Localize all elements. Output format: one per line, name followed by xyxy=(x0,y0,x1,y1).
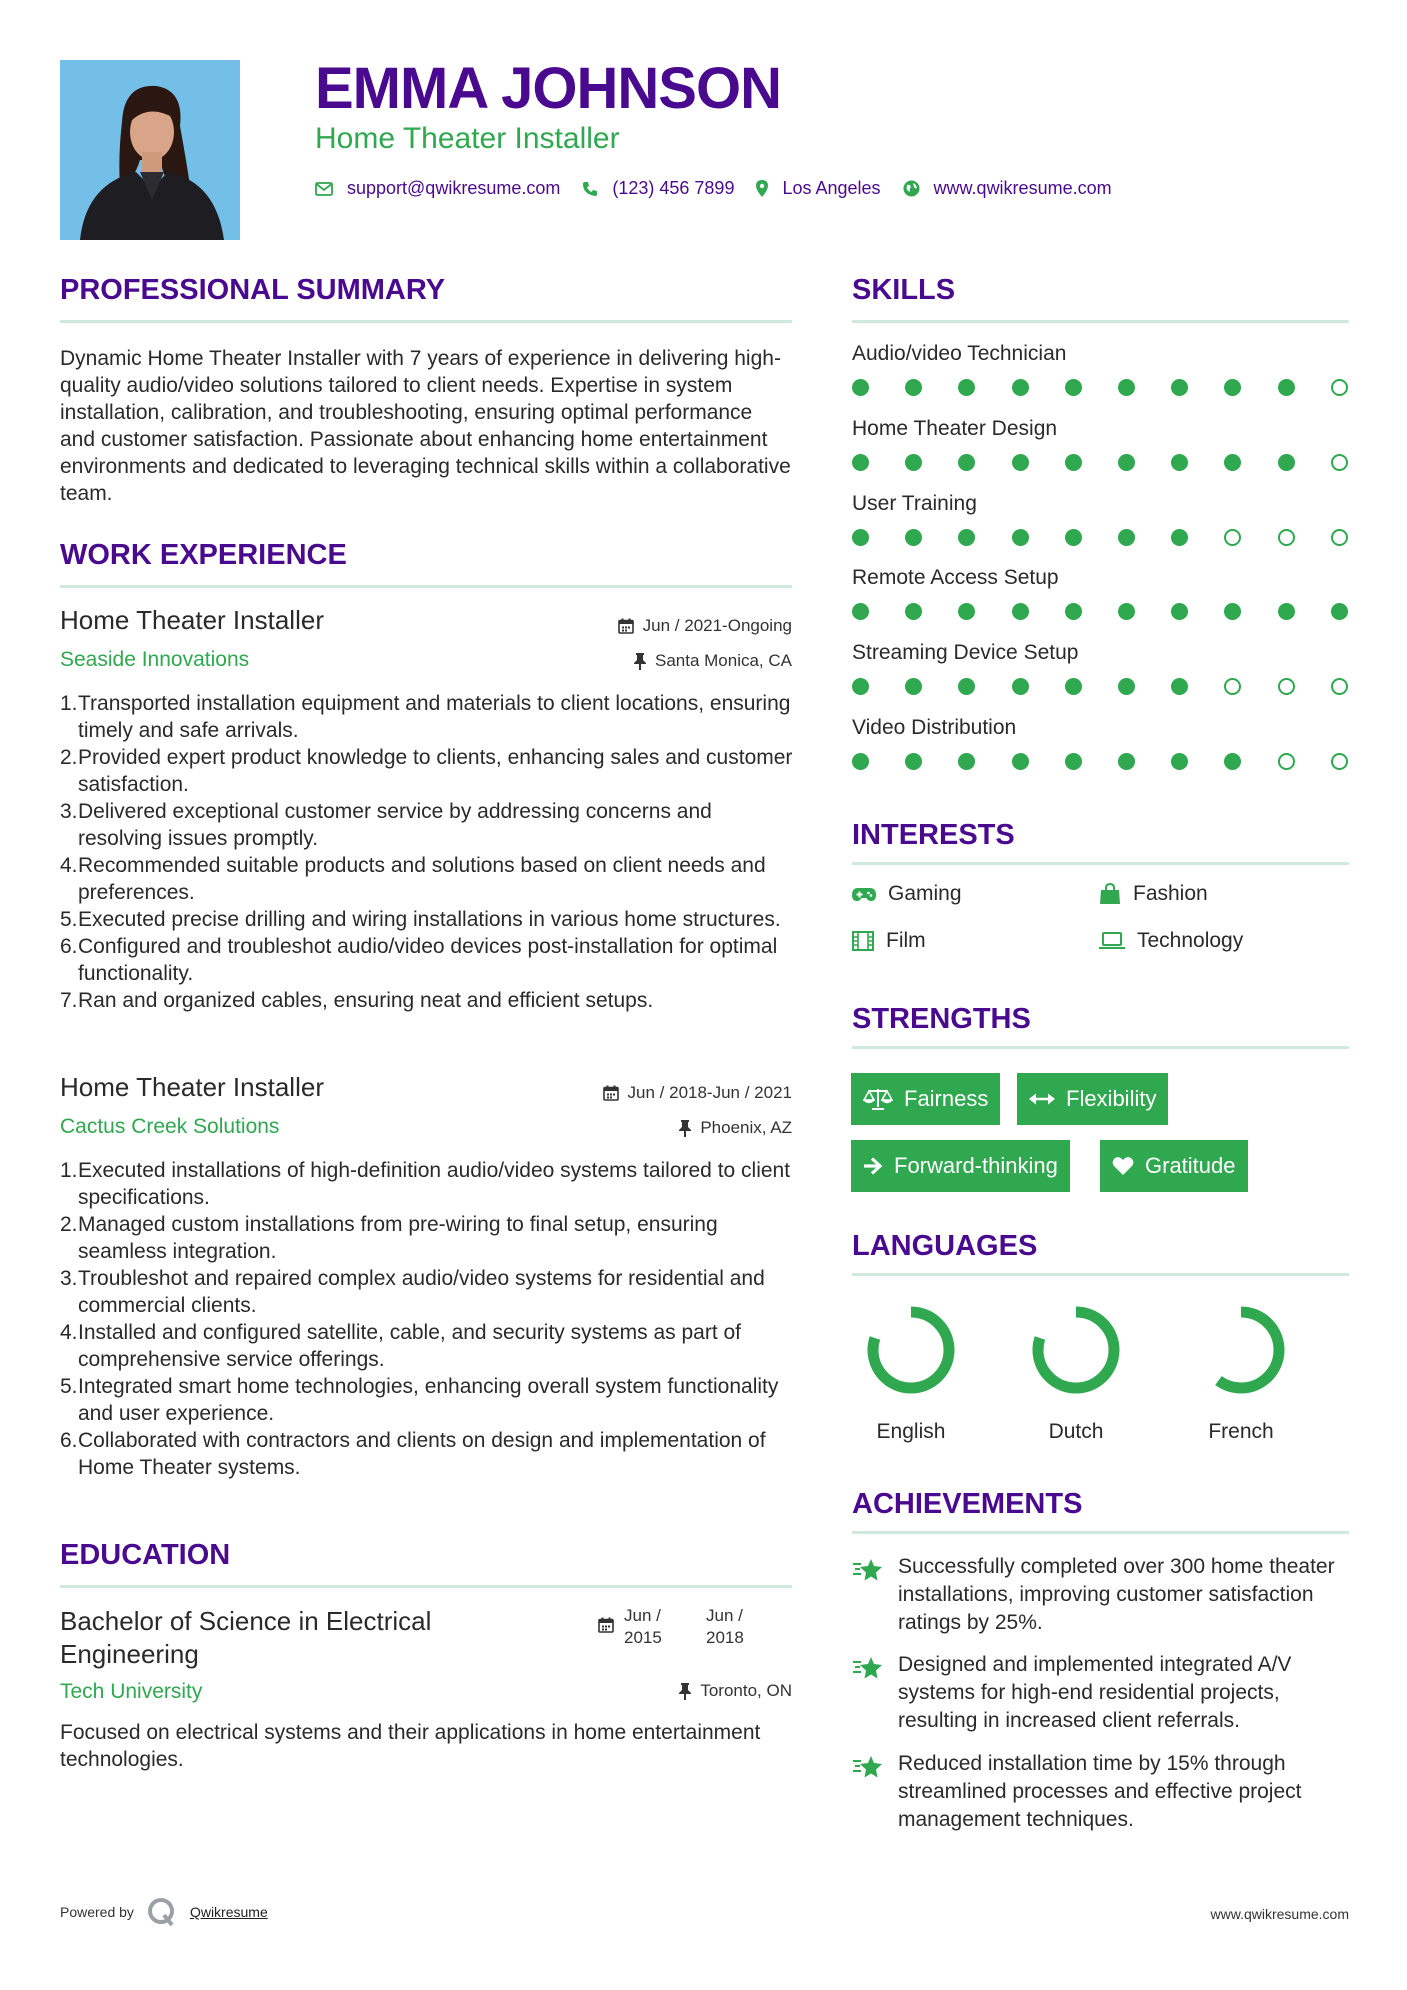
skill-dot-empty xyxy=(1278,753,1295,770)
job-location-text: Santa Monica, CA xyxy=(654,651,792,670)
skill-rating xyxy=(852,753,1352,770)
pushpin-icon xyxy=(634,653,646,670)
interest-label: Gaming xyxy=(888,882,962,905)
skill-row xyxy=(852,566,1352,620)
strength-tag xyxy=(1100,1140,1248,1192)
contact-email[interactable] xyxy=(315,178,560,199)
skill-dot-filled xyxy=(905,678,922,695)
language-proficiency-ring xyxy=(1191,1300,1291,1400)
list-item: 5. Executed precise drilling and wiring installations in various home structures. xyxy=(60,908,781,931)
skill-dot-filled xyxy=(1171,678,1188,695)
skill-dot-filled xyxy=(1224,603,1241,620)
skill-row xyxy=(852,342,1352,396)
balance-scale-icon xyxy=(863,1088,893,1110)
contact-phone[interactable] xyxy=(582,178,734,199)
summary-text: Dynamic Home Theater Installer with 7 years of experience in delivering high-quality audio/video solutions tailored to client needs. Expertise in system installation, calibration, and troubleshooting, ensuring optimal performance and customer satisfaction. Passionate about enhancing home entertainment environments and dedicated to leveraging technical skills within a collaborative team. xyxy=(60,347,791,505)
skill-dot-filled xyxy=(1171,753,1188,770)
skill-dot-filled xyxy=(1224,753,1241,770)
skill-name: Streaming Device Setup xyxy=(852,641,1079,664)
list-item: 3. Troubleshot and repaired complex audio/video systems for residential and commercial clients. xyxy=(60,1267,765,1317)
achievement-text: Designed and implemented integrated A/V systems for high-end residential projects, resulting in increased client referrals. xyxy=(898,1653,1292,1732)
section-heading-summary: PROFESSIONAL SUMMARY xyxy=(60,274,446,306)
section-divider xyxy=(60,585,792,588)
list-item: 3. Delivered exceptional customer service by addressing concerns and resolving issues promptly. xyxy=(60,800,712,850)
section-divider xyxy=(852,1046,1349,1049)
strength-tag xyxy=(851,1140,1070,1192)
skill-dot-filled xyxy=(852,454,869,471)
award-star-icon xyxy=(852,1655,884,1681)
shopping-bag-icon xyxy=(1099,883,1121,905)
skill-dot-filled xyxy=(958,678,975,695)
skill-dot-filled xyxy=(905,753,922,770)
skill-dot-filled xyxy=(1012,454,1029,471)
candidate-title: Home Theater Installer xyxy=(315,122,620,155)
skill-dot-empty xyxy=(1331,529,1348,546)
skill-dot-filled xyxy=(1224,379,1241,396)
job-bullets xyxy=(60,1157,800,1481)
phone-icon xyxy=(582,181,598,197)
skill-rating xyxy=(852,379,1352,396)
skill-row xyxy=(852,492,1352,546)
job-dates xyxy=(603,1083,792,1103)
skill-dot-filled xyxy=(852,603,869,620)
job-bullets xyxy=(60,690,800,1014)
skill-dot-filled xyxy=(905,454,922,471)
section-heading-achievements: ACHIEVEMENTS xyxy=(852,1488,1083,1520)
list-item: 7. Ran and organized cables, ensuring neat and efficient setups. xyxy=(60,989,654,1012)
skill-dot-filled xyxy=(1118,454,1135,471)
skill-dot-filled xyxy=(958,603,975,620)
skill-dot-filled xyxy=(1012,379,1029,396)
education-start-date: Jun / 2015 xyxy=(624,1606,662,1647)
contact-website[interactable] xyxy=(903,178,1112,199)
job-dates-text: Jun / 2018-Jun / 2021 xyxy=(627,1083,792,1102)
contact-location xyxy=(756,178,880,199)
skill-dot-empty xyxy=(1331,379,1348,396)
skill-dot-filled xyxy=(1224,454,1241,471)
interest-item xyxy=(1099,882,1208,906)
skill-dot-empty xyxy=(1224,678,1241,695)
section-divider xyxy=(852,1273,1349,1276)
list-item: 6. Collaborated with contractors and clients on design and implementation of Home Theater systems. xyxy=(60,1429,766,1479)
language-item xyxy=(1176,1300,1306,1444)
laptop-icon xyxy=(1099,932,1125,950)
job-title: Home Theater Installer xyxy=(60,1072,324,1102)
skill-dot-filled xyxy=(958,379,975,396)
skill-dot-empty xyxy=(1278,678,1295,695)
skill-dot-filled xyxy=(1012,678,1029,695)
skill-dot-filled xyxy=(1065,529,1082,546)
list-item: 1. Transported installation equipment and materials to client locations, ensuring timely and safe arrivals. xyxy=(60,692,791,742)
skill-dot-empty xyxy=(1331,454,1348,471)
strength-label: Forward-thinking xyxy=(894,1153,1058,1178)
language-proficiency-ring xyxy=(861,1300,961,1400)
job-dates-text: Jun / 2021-Ongoing xyxy=(642,616,792,635)
calendar-icon xyxy=(618,618,634,634)
globe-icon xyxy=(903,180,920,197)
job-title: Home Theater Installer xyxy=(60,605,324,635)
skill-dot-filled xyxy=(905,379,922,396)
skill-dot-filled xyxy=(1118,753,1135,770)
section-heading-experience: WORK EXPERIENCE xyxy=(60,539,347,571)
interest-item xyxy=(852,882,962,906)
list-item: 2. Provided expert product knowledge to clients, enhancing sales and customer satisfaction. xyxy=(60,746,793,796)
achievement-item xyxy=(852,1651,1352,1735)
skill-dot-filled xyxy=(1065,753,1082,770)
skill-dot-empty xyxy=(1331,753,1348,770)
candidate-name: EMMA JOHNSON xyxy=(315,56,781,121)
arrow-right-icon xyxy=(863,1157,883,1175)
skill-dot-filled xyxy=(958,529,975,546)
skill-dot-empty xyxy=(1224,529,1241,546)
skill-dot-filled xyxy=(905,529,922,546)
skill-dot-empty xyxy=(1278,529,1295,546)
list-item: 4. Recommended suitable products and solutions based on client needs and preferences. xyxy=(60,854,766,904)
section-heading-skills: SKILLS xyxy=(852,274,956,306)
skill-dot-filled xyxy=(958,454,975,471)
skill-rating xyxy=(852,529,1352,546)
skill-dot-filled xyxy=(1012,529,1029,546)
footer-powered-by xyxy=(60,1896,268,1928)
skill-dot-filled xyxy=(1065,678,1082,695)
skill-dot-filled xyxy=(1171,529,1188,546)
interest-label: Technology xyxy=(1137,929,1244,952)
skill-dot-filled xyxy=(905,603,922,620)
qwikresume-link[interactable]: Qwikresume xyxy=(189,1904,268,1920)
email-text: support@qwikresume.com xyxy=(347,178,561,198)
location-text: Los Angeles xyxy=(782,178,881,198)
skill-dot-filled xyxy=(1118,678,1135,695)
envelope-icon xyxy=(315,182,333,196)
skill-dot-filled xyxy=(1171,379,1188,396)
skill-dot-filled xyxy=(1065,379,1082,396)
achievement-item xyxy=(852,1553,1352,1637)
website-text: www.qwikresume.com xyxy=(933,178,1112,198)
skill-dot-filled xyxy=(1118,603,1135,620)
skill-dot-filled xyxy=(1171,454,1188,471)
education-degree: Bachelor of Science in Electrical Engineering xyxy=(60,1606,432,1669)
interest-item xyxy=(1099,929,1243,953)
education-dates xyxy=(598,1605,766,1649)
arrows-horizontal-icon xyxy=(1029,1092,1055,1106)
skill-dot-filled xyxy=(852,379,869,396)
calendar-icon xyxy=(603,1085,619,1101)
language-item xyxy=(846,1300,976,1444)
skill-dot-filled xyxy=(1278,603,1295,620)
language-name: English xyxy=(876,1420,946,1443)
job-location xyxy=(634,651,792,671)
education-location-text: Toronto, ON xyxy=(700,1681,792,1700)
award-star-icon xyxy=(852,1557,884,1583)
section-divider xyxy=(60,320,792,323)
job-company: Seaside Innovations xyxy=(60,648,250,671)
language-proficiency-arc xyxy=(1038,1312,1114,1388)
pushpin-icon xyxy=(679,1120,691,1137)
skill-name: Remote Access Setup xyxy=(852,566,1059,589)
education-school: Tech University xyxy=(60,1680,203,1703)
strength-tag xyxy=(1017,1073,1168,1125)
skill-dot-filled xyxy=(852,678,869,695)
language-proficiency-arc xyxy=(873,1312,949,1388)
skill-rating xyxy=(852,603,1352,620)
skill-dot-filled xyxy=(1118,529,1135,546)
skill-row xyxy=(852,641,1352,695)
skill-rating xyxy=(852,678,1352,695)
list-item: 4. Installed and configured satellite, cable, and security systems as part of comprehensive service offerings. xyxy=(60,1321,742,1371)
language-item xyxy=(1011,1300,1141,1444)
language-proficiency-ring xyxy=(1026,1300,1126,1400)
section-divider xyxy=(852,862,1349,865)
skill-dot-filled xyxy=(1331,603,1348,620)
skill-row xyxy=(852,417,1352,471)
map-marker-icon xyxy=(756,180,768,197)
section-divider xyxy=(852,1531,1349,1534)
strength-tag xyxy=(851,1073,1000,1125)
heart-icon xyxy=(1112,1156,1134,1176)
language-name: Dutch xyxy=(1048,1420,1104,1443)
skill-dot-filled xyxy=(1278,454,1295,471)
skill-name: Audio/video Technician xyxy=(852,342,1067,365)
skill-name: User Training xyxy=(852,492,977,515)
powered-by-label: Powered by xyxy=(60,1904,134,1920)
education-description: Focused on electrical systems and their applications in home entertainment technologies. xyxy=(60,1721,761,1771)
job-location xyxy=(679,1118,792,1138)
skill-dot-filled xyxy=(1012,603,1029,620)
language-proficiency-arc xyxy=(1203,1312,1279,1388)
film-icon xyxy=(852,931,874,951)
strength-label: Fairness xyxy=(904,1086,989,1111)
contact-bar xyxy=(315,178,1134,199)
education-end-date: Jun / 2018 xyxy=(706,1606,744,1647)
education-location xyxy=(679,1681,792,1701)
calendar-icon xyxy=(598,1617,614,1633)
section-heading-education: EDUCATION xyxy=(60,1539,231,1571)
gamepad-icon xyxy=(852,886,876,902)
skill-name: Home Theater Design xyxy=(852,417,1058,440)
skill-dot-filled xyxy=(1278,379,1295,396)
language-name: French xyxy=(1208,1420,1274,1443)
skill-row xyxy=(852,716,1352,770)
profile-photo xyxy=(60,60,240,240)
interest-label: Fashion xyxy=(1133,882,1208,905)
section-heading-strengths: STRENGTHS xyxy=(852,1003,1031,1035)
list-item: 5. Integrated smart home technologies, enhancing overall system functionality and user experience. xyxy=(60,1375,779,1425)
section-heading-languages: LANGUAGES xyxy=(852,1230,1038,1262)
skill-dot-empty xyxy=(1331,678,1348,695)
section-heading-interests: INTERESTS xyxy=(852,819,1015,851)
job-company: Cactus Creek Solutions xyxy=(60,1115,280,1138)
skill-dot-filled xyxy=(1012,753,1029,770)
section-divider xyxy=(852,320,1349,323)
interest-item xyxy=(852,929,926,953)
job-location-text: Phoenix, AZ xyxy=(700,1118,792,1137)
skill-dot-filled xyxy=(1171,603,1188,620)
list-item: 1. Executed installations of high-definition audio/video systems tailored to client specifications. xyxy=(60,1159,791,1209)
job-dates xyxy=(618,616,792,636)
achievement-text: Reduced installation time by 15% through streamlined processes and effective project management techniques. xyxy=(898,1752,1302,1831)
strength-label: Flexibility xyxy=(1066,1086,1157,1111)
footer-website-link[interactable]: www.qwikresume.com xyxy=(1210,1906,1349,1922)
qwikresume-logo-icon xyxy=(146,1896,178,1928)
interest-label: Film xyxy=(886,929,926,952)
skill-rating xyxy=(852,454,1352,471)
skill-name: Video Distribution xyxy=(852,716,1017,739)
skill-dot-filled xyxy=(958,753,975,770)
achievement-item xyxy=(852,1750,1352,1834)
award-star-icon xyxy=(852,1754,884,1780)
list-item: 2. Managed custom installations from pre-wiring to final setup, ensuring seamless integration. xyxy=(60,1213,718,1263)
strength-label: Gratitude xyxy=(1145,1153,1236,1178)
section-divider xyxy=(60,1585,792,1588)
skill-dot-filled xyxy=(1065,603,1082,620)
skill-dot-filled xyxy=(1065,454,1082,471)
skill-dot-filled xyxy=(1118,379,1135,396)
achievement-text: Successfully completed over 300 home theater installations, improving customer satisfaction ratings by 25%. xyxy=(898,1555,1335,1634)
skill-dot-filled xyxy=(852,753,869,770)
skill-dot-filled xyxy=(852,529,869,546)
list-item: 6. Configured and troubleshot audio/video devices post-installation for optimal functionality. xyxy=(60,935,778,985)
pushpin-icon xyxy=(679,1683,691,1700)
phone-text: (123) 456 7899 xyxy=(612,178,735,198)
